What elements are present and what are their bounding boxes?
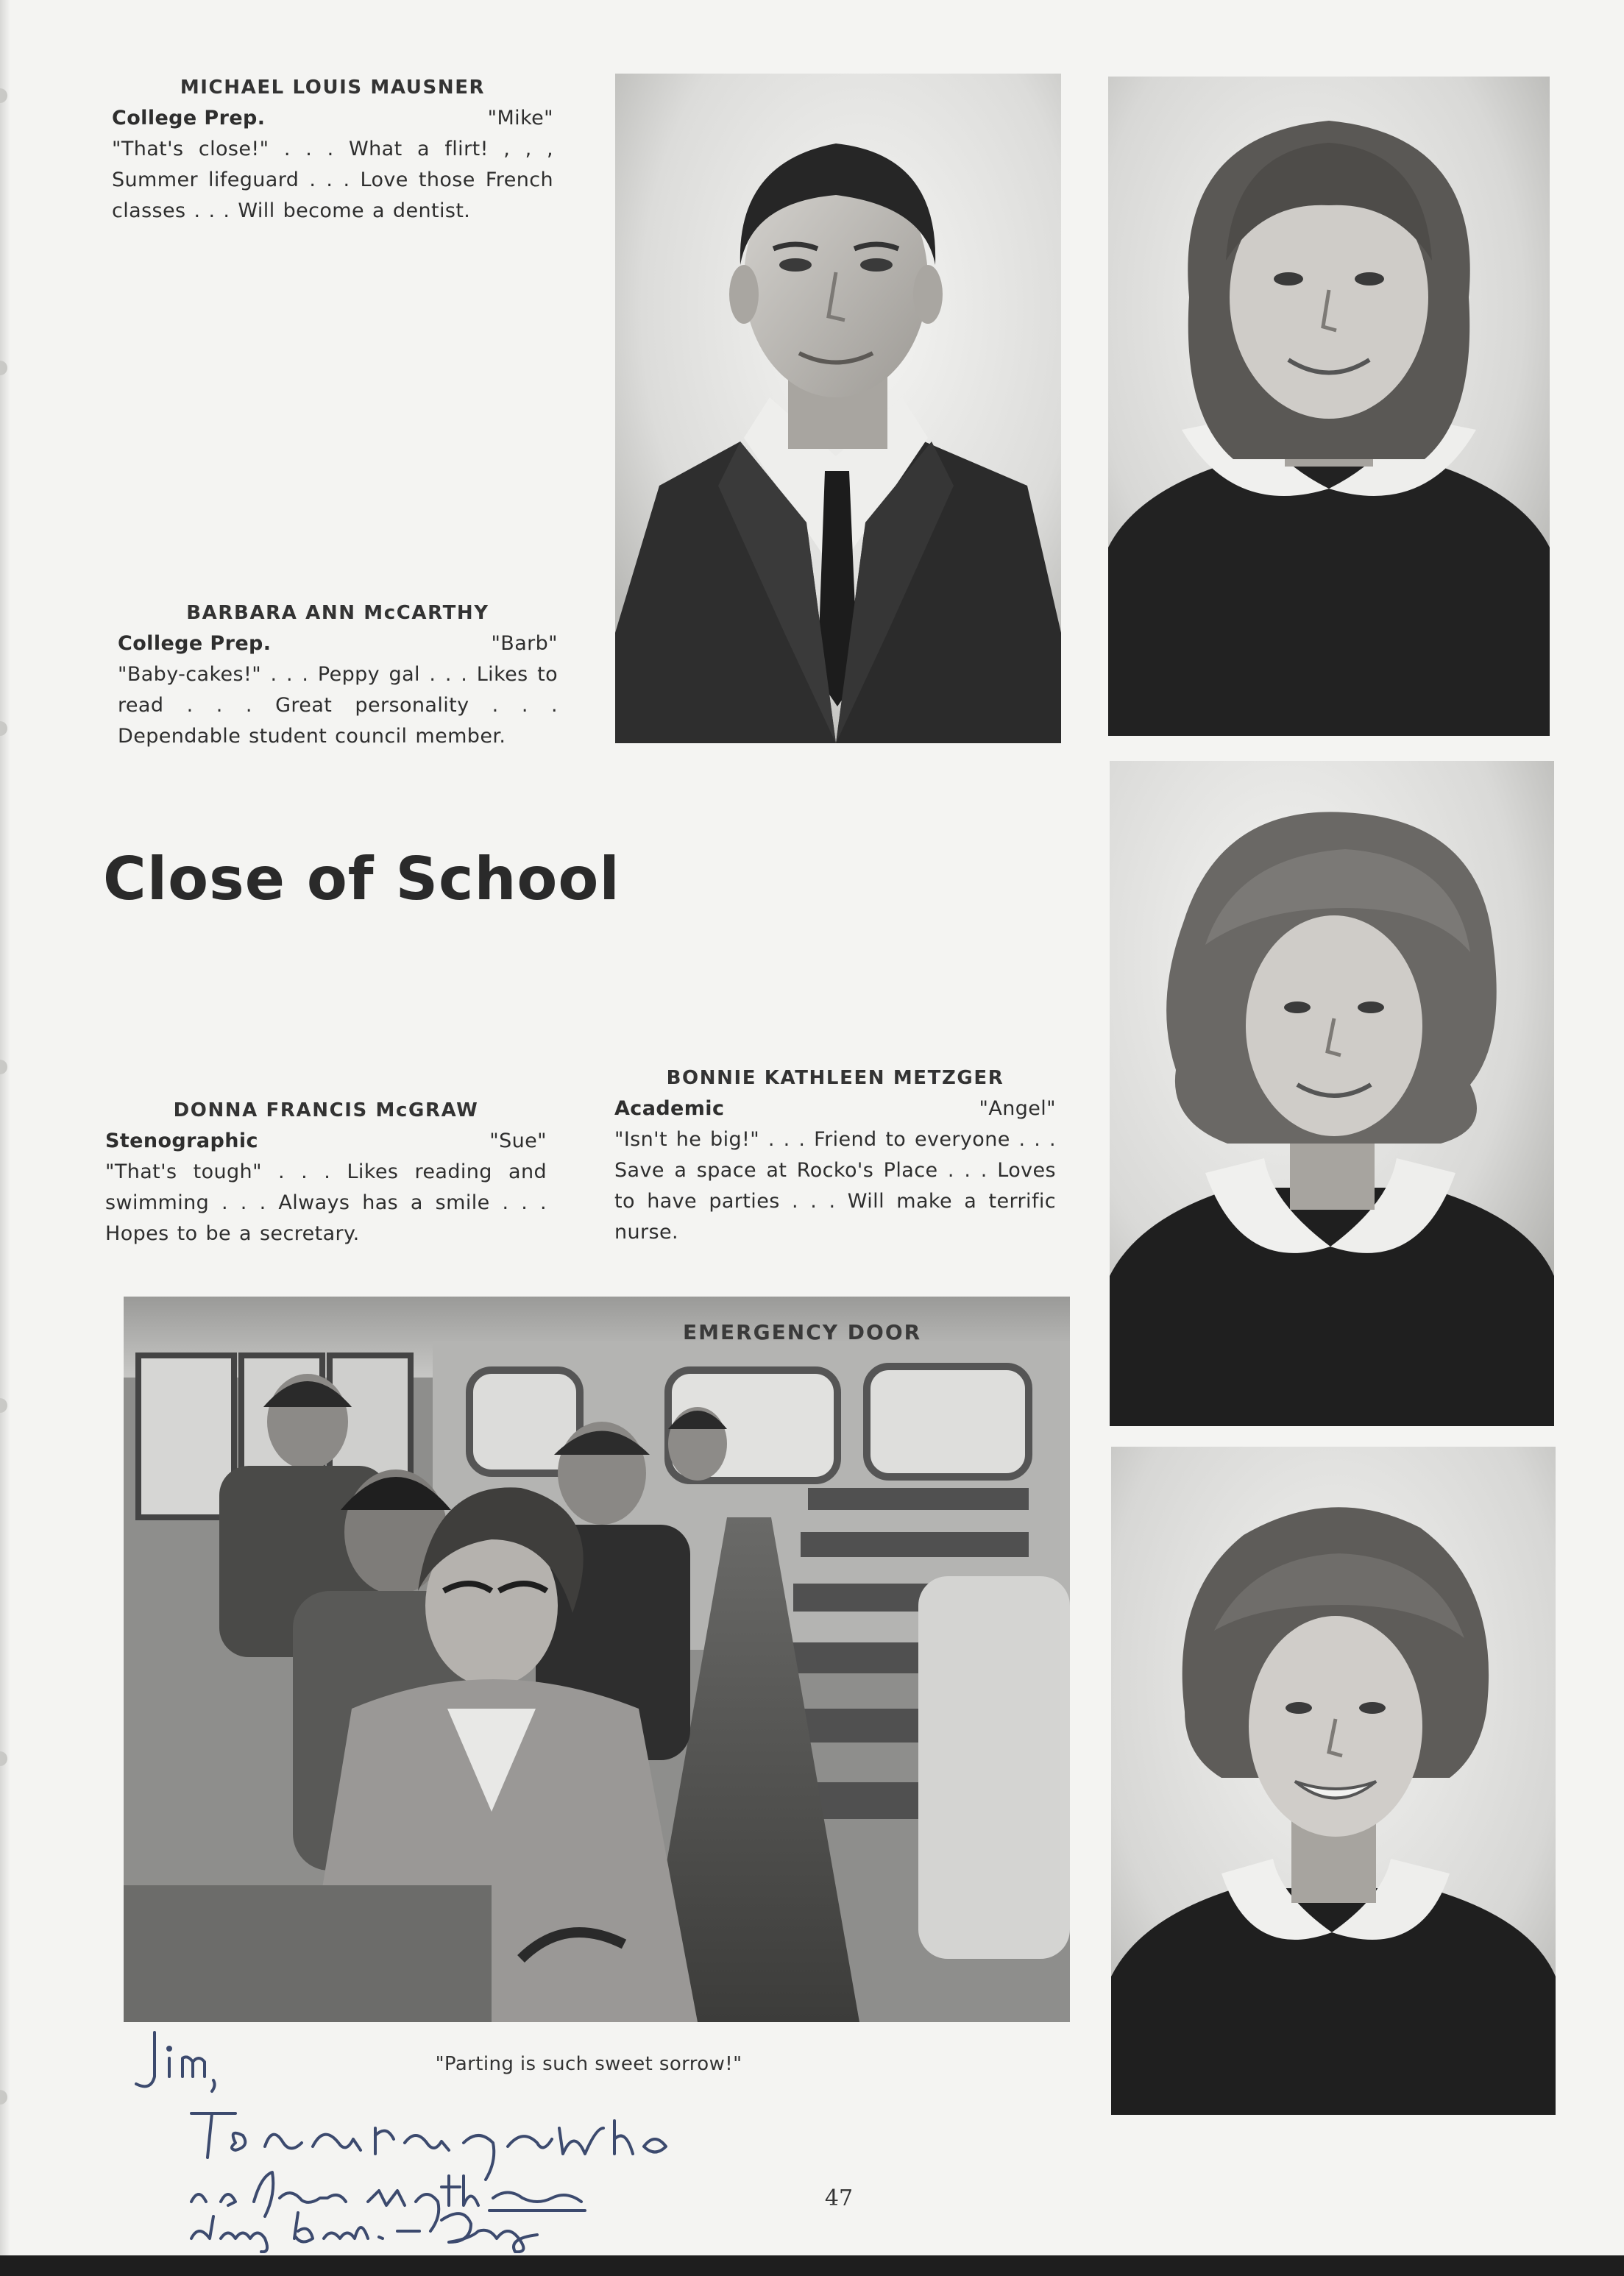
bio-mcgraw	[105, 1095, 547, 1249]
student-name: DONNA FRANCIS McGRAW	[173, 1099, 479, 1121]
student-name: BONNIE KATHLEEN METZGER	[666, 1067, 1004, 1089]
student-course: Academic	[614, 1097, 725, 1120]
portrait-photo-metzger	[1110, 761, 1554, 1426]
course-row	[118, 628, 558, 659]
page-number: 47	[824, 2185, 854, 2211]
course-row	[105, 1126, 547, 1157]
portrait-photo-mausner	[615, 74, 1061, 743]
student-description: "Isn't he big!" . . . Friend to everyone . . . Save a space at Rocko's Place . . . Loves to have parties . . . Will make a terrific nurse.	[614, 1128, 1056, 1244]
bus-interior-photo	[124, 1297, 1070, 2022]
student-course: Stenographic	[105, 1130, 258, 1152]
course-row	[112, 103, 553, 134]
bio-metzger	[614, 1063, 1056, 1248]
student-description: "Baby-cakes!" . . . Peppy gal . . . Likes to read . . . Great personality . . . Dependable student council member.	[118, 663, 558, 748]
student-name: BARBARA ANN McCARTHY	[186, 602, 489, 624]
handwritten-inscription	[125, 2018, 684, 2253]
photo-caption: "Parting is such sweet sorrow!"	[435, 2053, 742, 2075]
page-bottom-edge	[0, 2255, 1624, 2276]
student-course: College Prep.	[112, 107, 266, 130]
student-name: MICHAEL LOUIS MAUSNER	[180, 77, 486, 99]
student-nickname: "Angel"	[979, 1097, 1056, 1120]
student-nickname: "Sue"	[489, 1130, 547, 1152]
section-title: Close of School	[103, 845, 620, 913]
portrait-photo-mcgraw	[1111, 1447, 1556, 2115]
student-description: "That's close!" . . . What a flirt! , , , Summer lifeguard . . . Love those French classes . . . Will become a dentist.	[112, 138, 553, 222]
student-description: "That's tough" . . . Likes reading and swimming . . . Always has a smile . . . Hopes to be a secretary.	[105, 1160, 547, 1245]
portrait-photo-mccarthy	[1108, 77, 1550, 736]
student-nickname: "Barb"	[491, 632, 558, 655]
bio-mausner	[112, 72, 553, 227]
course-row	[614, 1093, 1056, 1124]
student-nickname: "Mike"	[487, 107, 553, 130]
binding-edge	[0, 0, 10, 2276]
emergency-door-sign: EMERGENCY DOOR	[683, 1320, 922, 1344]
bio-mccarthy	[118, 598, 558, 752]
student-course: College Prep.	[118, 632, 272, 655]
